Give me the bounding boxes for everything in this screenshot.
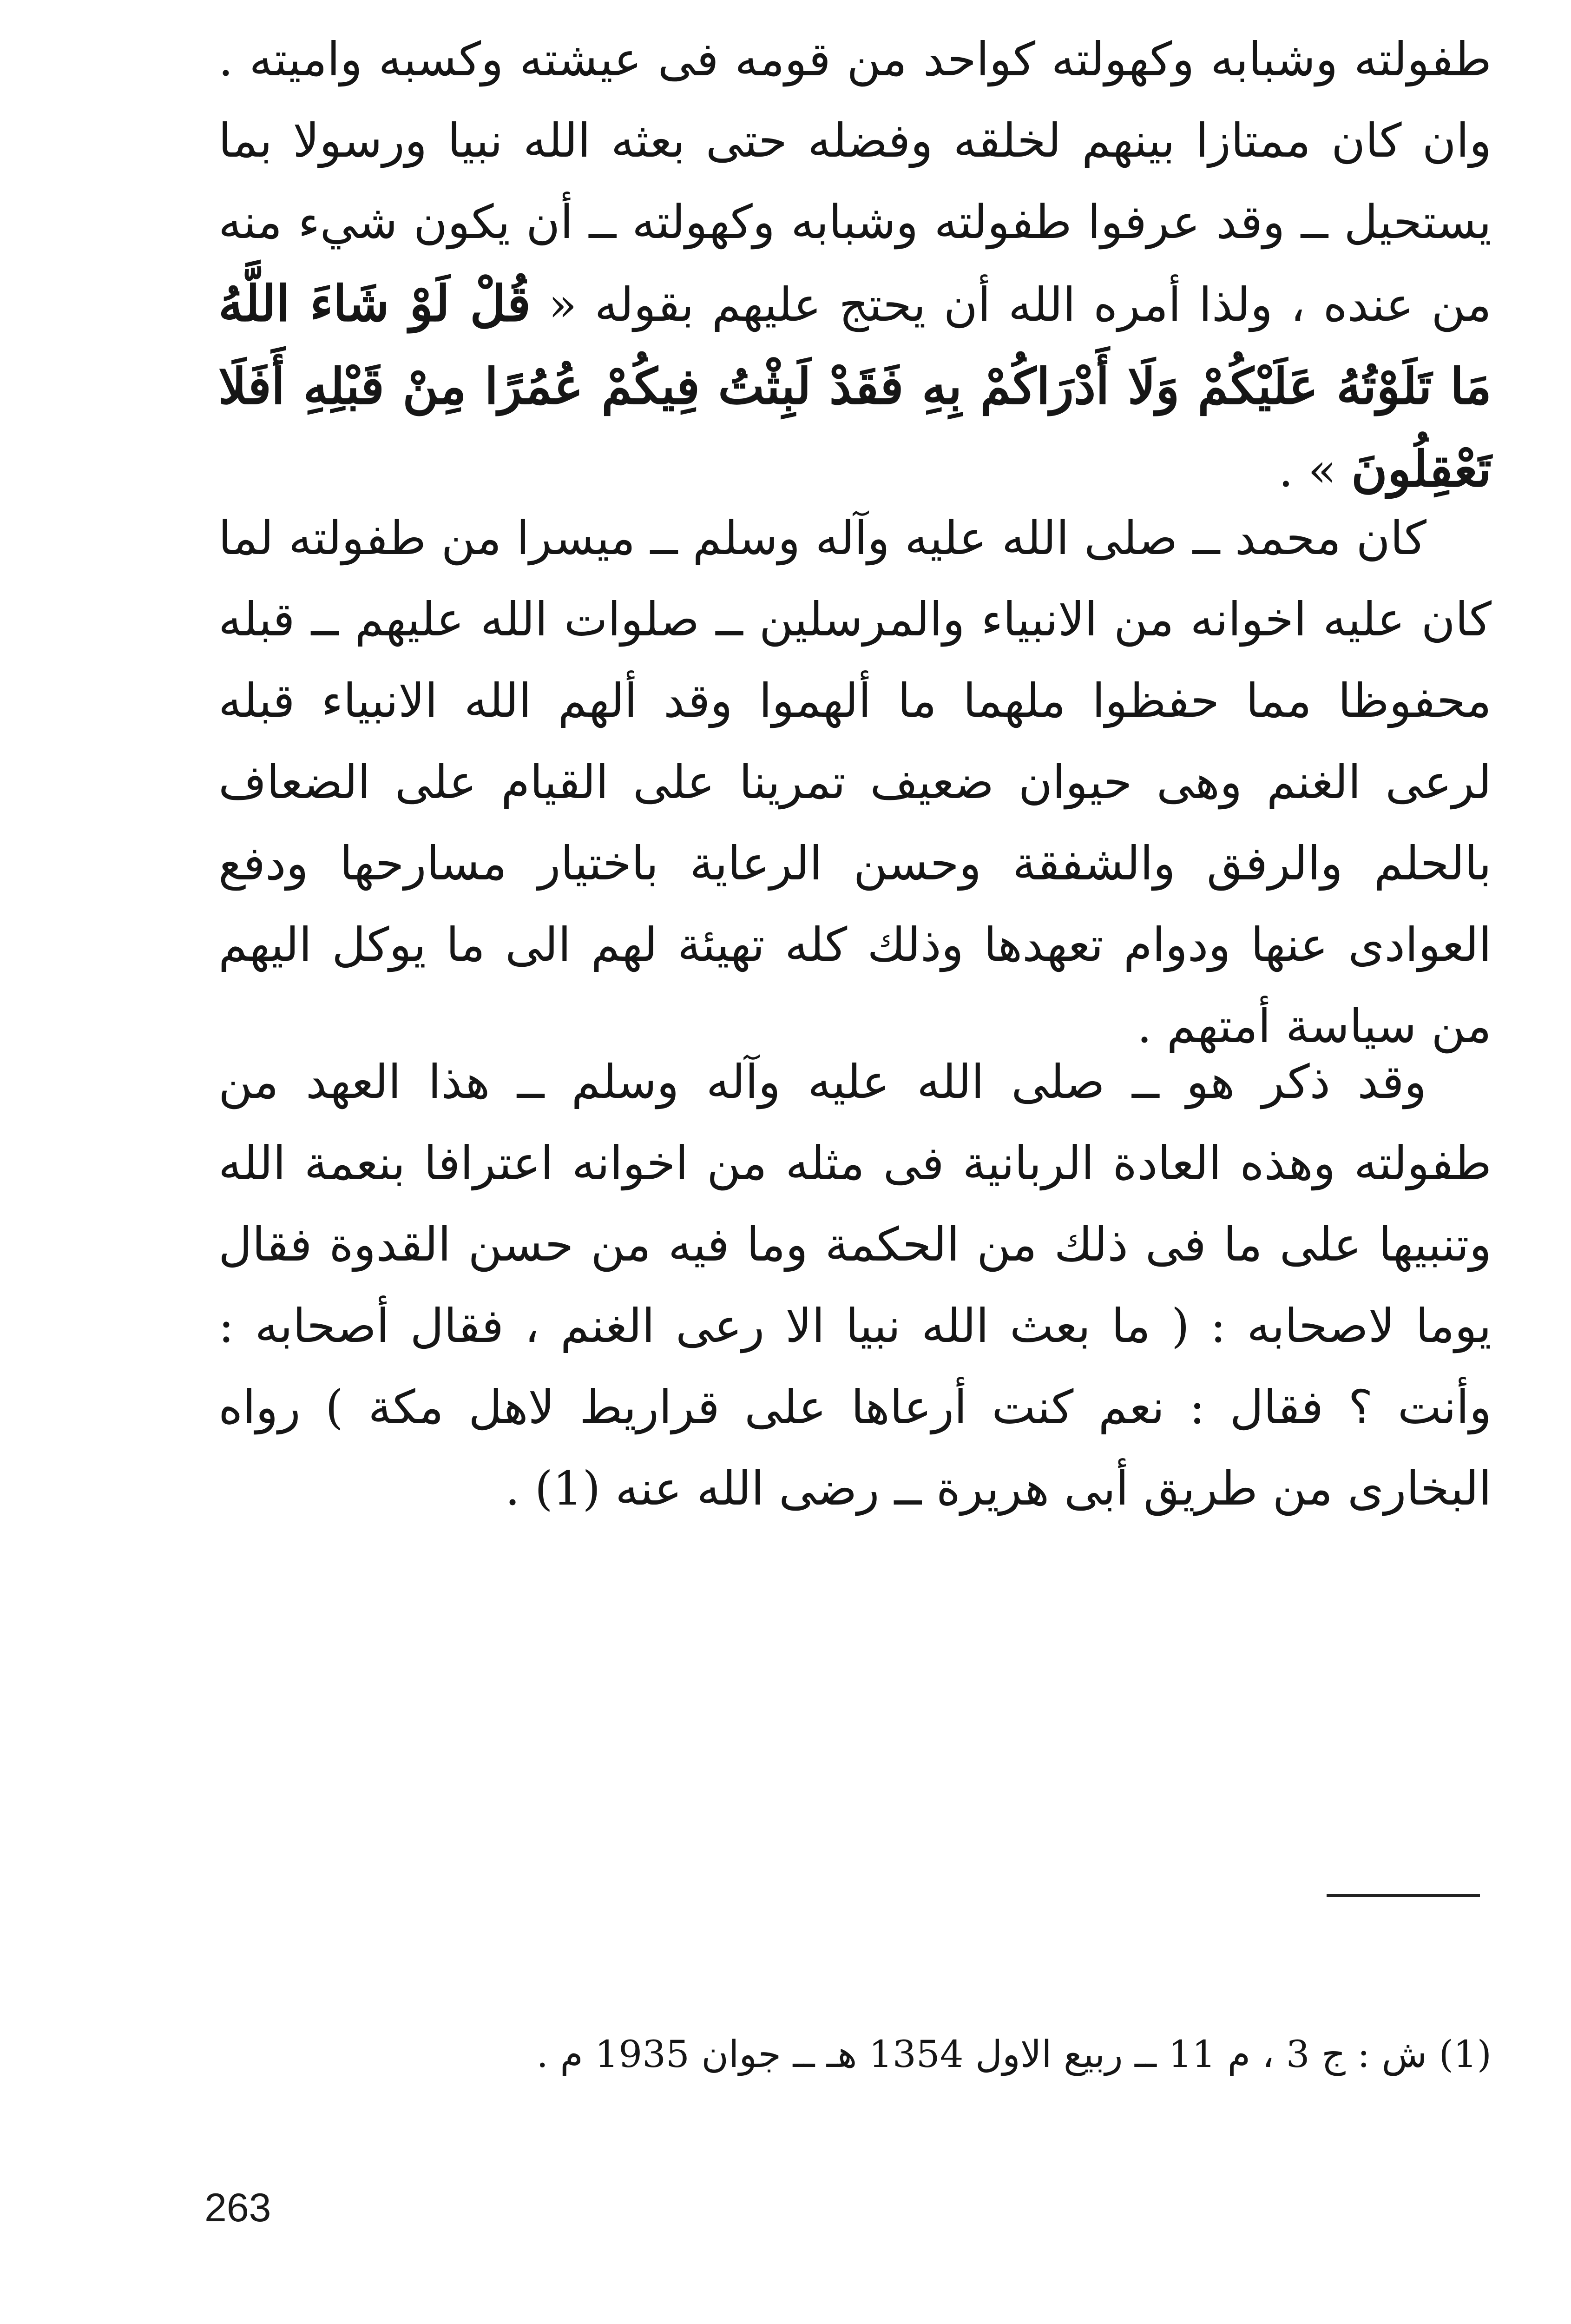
paragraph-2: كان محمد ــ صلى الله عليه وآله وسلم ــ ميسرا من طفولته لما كان عليه اخوانه من الانبياء والمرسلين ــ صلوات الله عليهم ــ قبله محفوظا مما حفظوا ملهما ما ألهموا وقد ألهم الله الانبياء قبله لرعى الغنم وهى حيوان ضعيف تمرينا على القيام على الضعاف بالحلم والرفق والشفقة وحسن الرعاية باختيار مسارحها ودفع العوادى عنها ودوام تعهدها وذلك كله تهيئة لهم الى ما يوكل اليهم من سياسة أمتهم . xyxy=(218,511,1492,1053)
paragraph-1 xyxy=(218,19,1492,511)
footnote: (1) ش : ج 3 ، م 11 ــ ربيع الاول 1354 هـ ــ جوان 1935 م . xyxy=(536,2033,1492,2076)
paragraph-1-text-a: طفولته وشبابه وكهولته كواحد من قومه فى عيشته وكسبه واميته . وان كان ممتازا بينهم لخلقه وفضله حتى بعثه الله نبيا ورسولا بما يستحيل ــ وقد عرفوا طفولته وشبابه وكهولته ــ أن يكون شيء منه من عنده ، ولذا أمره الله أن يحتج عليهم بقوله « xyxy=(218,32,1492,332)
paragraph-1-text-b: » . xyxy=(1278,443,1352,497)
quran-verse: قُلْ لَوْ شَاءَ اللَّهُ مَا تَلَوْتُهُ عَلَيْكُمْ وَلَا أَدْرَاكُمْ بِهِ فَقَدْ لَبِثْتُ فِيكُمْ عُمُرًا مِنْ قَبْلِهِ أَفَلَا تَعْقِلُونَ xyxy=(218,274,1492,498)
paragraph-3: وقد ذكر هو ــ صلى الله عليه وآله وسلم ــ هذا العهد من طفولته وهذه العادة الربانية فى مثله من اخوانه اعترافا بنعمة الله وتنبيها على ما فى ذلك من الحكمة وما فيه من حسن القدوة فقال يوما لاصحابه : ( ما بعث الله نبيا الا رعى الغنم ، فقال أصحابه : وأنت ؟ فقال : نعم كنت أرعاها على قراريط لاهل مكة ) رواه البخارى من طريق أبى هريرة ــ رضى الله عنه (1) . xyxy=(218,1055,1492,1516)
footnote-separator xyxy=(1327,1894,1480,1897)
page-number: 263 xyxy=(204,2185,271,2230)
